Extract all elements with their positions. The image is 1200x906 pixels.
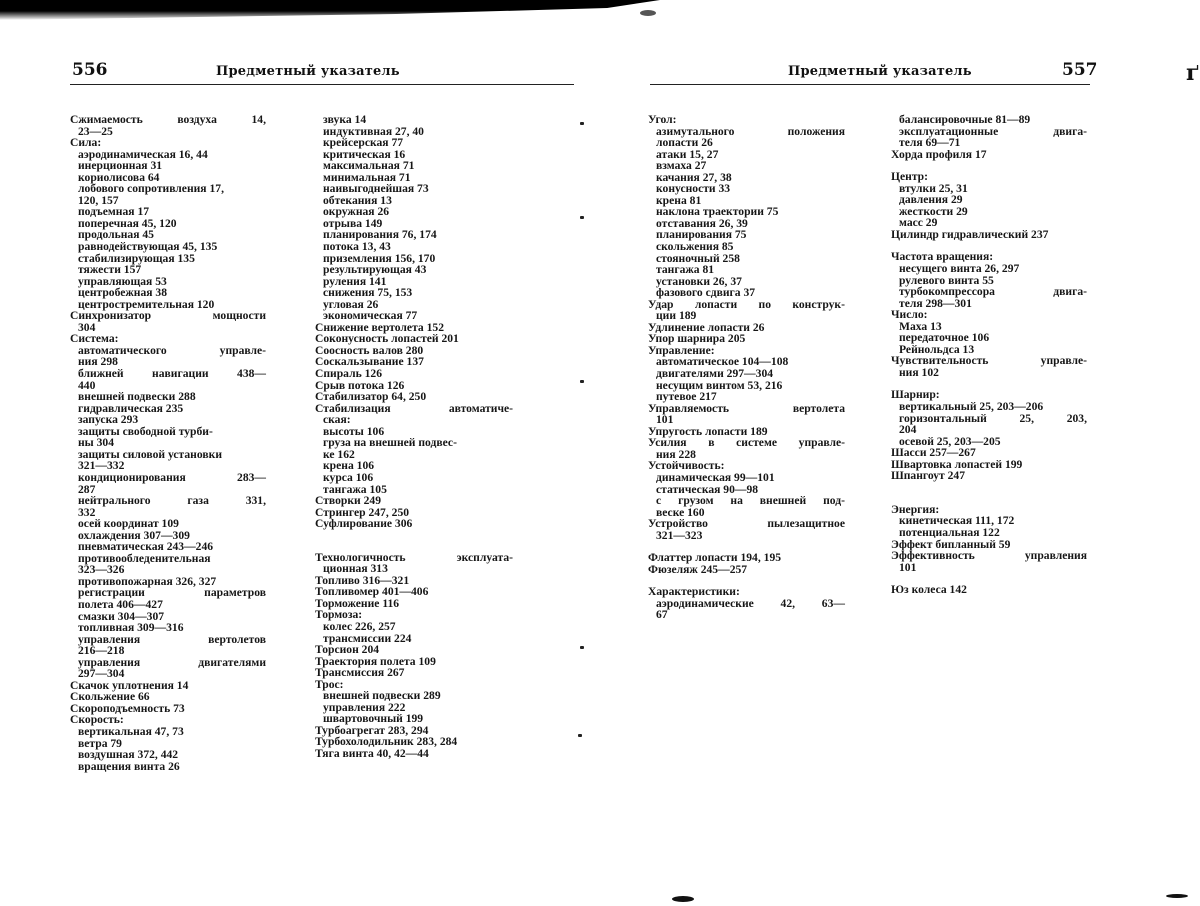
entry-word: на xyxy=(730,494,743,508)
index-subentry: снижения 75, 153 xyxy=(323,286,413,300)
fold-mark xyxy=(580,122,584,125)
index-entry: Юз колеса 142 xyxy=(891,583,967,597)
index-column-1 xyxy=(648,114,845,621)
index-subentry: ционная 313 xyxy=(323,562,388,576)
entry-spacer xyxy=(891,482,1087,493)
index-subentry: внешней подвески 289 xyxy=(323,689,441,703)
index-subentry: отрыва 149 xyxy=(323,216,383,230)
index-subentry: 23—25 xyxy=(78,124,113,138)
entry-word: аэродинамические xyxy=(656,596,754,610)
index-subentry: 332 xyxy=(78,505,96,519)
index-subentry: планирования 76, 174 xyxy=(323,228,437,242)
index-subentry: наивыгоднейшая 73 xyxy=(323,182,429,196)
index-subentry: путевое 217 xyxy=(656,390,717,404)
entry-word: пылезащитное xyxy=(767,517,845,531)
entry-word: эксплуатационные xyxy=(899,124,999,138)
index-entry: Скачок уплотнения 14 xyxy=(70,678,189,692)
index-subentry: управления 222 xyxy=(323,700,406,714)
entry-word: двига- xyxy=(1053,124,1087,138)
index-subentry: угловая 26 xyxy=(323,297,379,311)
entry-word: с xyxy=(656,494,662,508)
index-subentry: вертикальный 25, 203—206 xyxy=(899,400,1044,414)
index-subentry: пневматическая 243—246 xyxy=(78,540,214,554)
index-entry: Соконусность лопастей 201 xyxy=(315,332,459,346)
index-subentry: максимальная 71 xyxy=(323,159,415,173)
index-subentry: топливная 309—316 xyxy=(78,621,184,635)
entry-word: параметров xyxy=(204,586,266,600)
index-entry: Швартовка лопастей 199 xyxy=(891,457,1023,471)
index-subentry: ции 189 xyxy=(656,309,697,323)
index-entry: Упругость лопасти 189 xyxy=(648,424,768,438)
entry-word: 63— xyxy=(821,596,845,610)
entry-word: Синхронизатор xyxy=(70,309,152,323)
index-subentry: аэродинамическая 16, 44 xyxy=(78,147,208,161)
page-edge-mark: ґ xyxy=(1186,60,1200,86)
index-subentry: наклона траектории 75 xyxy=(656,205,779,219)
index-entry: Удлинение лопасти 26 xyxy=(648,320,765,334)
entry-word: Устройство xyxy=(648,517,708,531)
entry-word: Усилия xyxy=(648,436,687,450)
entry-word: 203, xyxy=(1066,411,1087,425)
index-entry: Трансмиссия 267 xyxy=(315,666,405,680)
entry-word: положения xyxy=(787,124,845,138)
index-subentry: ны 304 xyxy=(78,436,115,450)
entry-word: турбокомпрессора xyxy=(899,285,995,299)
index-subentry: 67 xyxy=(656,608,668,622)
index-subentry: экономическая 77 xyxy=(323,309,418,323)
index-entry: Характеристики: xyxy=(648,585,740,599)
index-subentry: взмаха 27 xyxy=(656,159,707,173)
index-subentry: осей координат 109 xyxy=(78,517,179,531)
fold-mark xyxy=(580,646,584,649)
index-subentry: атаки 15, 27 xyxy=(656,147,719,161)
entry-word: азимутального xyxy=(656,124,735,138)
running-head: Предметный указатель xyxy=(788,64,972,79)
entry-word: 438— xyxy=(237,367,266,381)
index-entry: Стабилизатор 64, 250 xyxy=(315,390,427,404)
index-subentry: конусности 33 xyxy=(656,182,731,196)
index-entry: Шпангоут 247 xyxy=(891,469,966,483)
index-subentry: продольная 45 xyxy=(78,228,154,242)
header-rule xyxy=(70,84,574,85)
index-entry: Частота вращения: xyxy=(891,250,994,264)
entry-word: 14, xyxy=(251,113,266,126)
entry-word: Технологичность xyxy=(315,550,406,564)
entry-word: эксплуата- xyxy=(456,550,513,564)
index-subentry: охлаждения 307—309 xyxy=(78,528,190,542)
index-subentry: критическая 16 xyxy=(323,147,406,161)
index-subentry: лобового сопротивления 17, xyxy=(78,182,224,196)
entry-word: конструк- xyxy=(792,297,845,311)
index-subentry: инерционная 31 xyxy=(78,159,163,173)
index-entry: Скольжение 66 xyxy=(70,690,150,704)
index-entry: Турбоагрегат 283, 294 xyxy=(315,723,429,737)
index-subentry: 120, 157 xyxy=(78,193,119,207)
entry-word: лопасти xyxy=(694,297,738,311)
index-subentry xyxy=(70,495,266,507)
index-subentry: скольжения 85 xyxy=(656,240,734,254)
index-subentry: стабилизирующая 135 xyxy=(78,251,195,265)
index-subentry xyxy=(648,495,845,507)
index-subentry: управляющая 53 xyxy=(78,274,167,288)
index-subentry: крейсерская 77 xyxy=(323,136,404,150)
index-subentry: 287 xyxy=(78,482,96,496)
index-entry: Цилиндр гидравлический 237 xyxy=(891,227,1049,241)
index-subentry: результирующая 43 xyxy=(323,263,427,277)
index-entry: Торможение 116 xyxy=(315,596,400,610)
entry-word: управле- xyxy=(798,436,845,450)
index-subentry: давления 29 xyxy=(899,193,963,207)
index-entry: Срыв потока 126 xyxy=(315,378,405,392)
index-entry: Управление: xyxy=(648,343,715,357)
entry-word: Управляемость xyxy=(648,401,730,415)
index-subentry: подъемная 17 xyxy=(78,205,150,219)
index-subentry: вертикальная 47, 73 xyxy=(78,724,184,738)
index-subentry: звука 14 xyxy=(323,113,367,126)
index-subentry: 304 xyxy=(78,320,96,334)
fold-mark xyxy=(580,380,584,383)
index-entry: Турбохолодильник 283, 284 xyxy=(315,735,458,749)
index-entry: Спираль 126 xyxy=(315,367,383,381)
index-subentry: 101 xyxy=(899,560,917,574)
entry-word: Стабилизация xyxy=(315,401,391,415)
index-subentry xyxy=(70,472,266,484)
index-subentry: внешней подвески 288 xyxy=(78,390,196,404)
index-subentry: масс 29 xyxy=(899,216,938,230)
index-subentry xyxy=(891,286,1087,298)
index-subentry: тяжести 157 xyxy=(78,263,142,277)
entry-word: Удар xyxy=(648,297,674,311)
index-subentry: статическая 90—98 xyxy=(656,482,759,496)
entry-word: нейтрального xyxy=(78,494,151,508)
index-subentry: высоты 106 xyxy=(323,424,385,438)
index-entry: Угол: xyxy=(648,113,677,126)
index-subentry: передаточное 106 xyxy=(899,331,990,345)
index-subentry: кориолисова 64 xyxy=(78,170,160,184)
index-subentry: запуска 293 xyxy=(78,413,139,427)
entry-word: под- xyxy=(823,494,845,508)
index-subentry: противообледенительная xyxy=(78,551,211,565)
page-number: 557 xyxy=(1062,60,1098,80)
index-entry: Скорость: xyxy=(70,713,124,727)
entry-word: кондиционирования xyxy=(78,470,186,484)
index-subentry: крена 106 xyxy=(323,459,375,473)
entry-word: автоматиче- xyxy=(448,401,513,415)
index-entry: Шасси 257—267 xyxy=(891,446,976,460)
index-entry: Упор шарнира 205 xyxy=(648,332,746,346)
index-entry xyxy=(891,550,1087,562)
entry-word: вертолетов xyxy=(208,632,266,646)
entry-word: Эффективность xyxy=(891,549,975,563)
index-subentry: воздушная 372, 442 xyxy=(78,748,179,762)
index-subentry xyxy=(70,368,266,380)
index-subentry: гидравлическая 235 xyxy=(78,401,184,415)
index-subentry: индуктивная 27, 40 xyxy=(323,124,424,138)
entry-word: управле- xyxy=(219,343,266,357)
entry-word: 25, xyxy=(1019,411,1034,425)
index-subentry: противопожарная 326, 327 xyxy=(78,574,217,588)
index-column-2 xyxy=(891,114,1087,596)
index-subentry: колес 226, 257 xyxy=(323,619,396,633)
entry-word: Сжимаемость xyxy=(70,113,143,126)
index-subentry: кинетическая 111, 172 xyxy=(899,514,1015,528)
index-subentry xyxy=(648,598,845,610)
entry-spacer xyxy=(315,530,513,541)
fold-mark xyxy=(580,216,584,219)
entry-word: управления xyxy=(78,632,141,646)
index-subentry: равнодействующая 45, 135 xyxy=(78,240,218,254)
index-subentry: Маха 13 xyxy=(899,319,942,333)
index-subentry: ская: xyxy=(323,413,351,427)
entry-word: воздуха xyxy=(177,113,217,126)
index-entry: Хорда профиля 17 xyxy=(891,147,987,161)
page-number: 556 xyxy=(72,60,108,80)
index-entry: Центр: xyxy=(891,170,928,184)
index-entry: Шарнир: xyxy=(891,388,940,402)
entry-word: ближней xyxy=(78,367,124,381)
index-subentry: балансировочные 81—89 xyxy=(899,113,1031,126)
index-subentry: 297—304 xyxy=(78,667,125,681)
index-subentry: крена 81 xyxy=(656,193,702,207)
index-entry: Тяга винта 40, 42—44 xyxy=(315,746,429,760)
index-subentry: груза на внешней подвес- xyxy=(323,436,457,450)
entry-word: в xyxy=(708,436,715,450)
index-subentry: жесткости 29 xyxy=(899,204,968,218)
index-subentry: трансмиссии 224 xyxy=(323,631,412,645)
right-page xyxy=(600,0,1200,906)
index-subentry: 321—323 xyxy=(656,528,703,542)
entry-word: горизонтальный xyxy=(899,411,987,425)
index-entry xyxy=(70,114,266,126)
index-subentry: стояночный 258 xyxy=(656,251,740,265)
entry-word: управле- xyxy=(1040,354,1087,368)
index-subentry: отставания 26, 39 xyxy=(656,216,748,230)
index-entry: Энергия: xyxy=(891,502,940,516)
entry-word: вертолета xyxy=(792,401,845,415)
index-subentry: несущим винтом 53, 216 xyxy=(656,378,783,392)
entry-word: управления xyxy=(1024,549,1087,563)
index-entry: Снижение вертолета 152 xyxy=(315,320,444,334)
index-entry: Суфлирование 306 xyxy=(315,517,413,531)
index-subentry xyxy=(891,413,1087,425)
index-entry xyxy=(70,310,266,322)
index-subentry: планирования 75 xyxy=(656,228,747,242)
index-subentry: защиты силовой установки xyxy=(78,447,222,461)
index-entry: Число: xyxy=(891,308,928,322)
running-head: Предметный указатель xyxy=(216,64,400,79)
entry-word: системе xyxy=(736,436,777,450)
index-subentry: центробежная 38 xyxy=(78,286,168,300)
index-subentry: смазки 304—307 xyxy=(78,609,165,623)
index-subentry: швартовочный 199 xyxy=(323,712,424,726)
index-subentry: Рейнольдса 13 xyxy=(899,342,975,356)
index-entry: Соосность валов 280 xyxy=(315,343,424,357)
index-entry: Топливомер 401—406 xyxy=(315,585,429,599)
index-subentry: автоматическое 104—108 xyxy=(656,355,789,369)
index-entry xyxy=(648,403,845,415)
index-subentry: веске 160 xyxy=(656,505,705,519)
entry-word: навигации xyxy=(152,367,209,381)
index-subentry: поперечная 45, 120 xyxy=(78,216,177,230)
index-subentry: теля 69—71 xyxy=(899,136,961,150)
index-subentry: руления 141 xyxy=(323,274,387,288)
entry-word: мощности xyxy=(212,309,266,323)
index-subentry: ния 228 xyxy=(656,447,696,461)
index-entry: Скороподъемность 73 xyxy=(70,701,185,715)
index-entry: Стрингер 247, 250 xyxy=(315,505,410,519)
index-subentry: ке 162 xyxy=(323,447,355,461)
entry-word: 42, xyxy=(780,596,796,610)
index-subentry: несущего винта 26, 297 xyxy=(899,262,1020,276)
index-subentry: вращения винта 26 xyxy=(78,759,180,773)
index-entry: Сила: xyxy=(70,136,102,150)
index-subentry: тангажа 105 xyxy=(323,482,387,496)
index-column-1 xyxy=(70,114,266,772)
index-subentry: установки 26, 37 xyxy=(656,274,742,288)
index-subentry: 204 xyxy=(899,423,917,437)
entry-word: внешней xyxy=(759,494,807,508)
index-subentry: лопасти 26 xyxy=(656,136,713,150)
index-subentry: 440 xyxy=(78,378,96,392)
index-subentry: рулевого винта 55 xyxy=(899,273,994,287)
index-subentry: ния 298 xyxy=(78,355,118,369)
entry-word: двигателями xyxy=(198,655,266,669)
index-entry: Соскальзывание 137 xyxy=(315,355,424,369)
index-entry: Эффект бипланный 59 xyxy=(891,537,1011,551)
index-subentry: центростремительная 120 xyxy=(78,297,215,311)
index-subentry: курса 106 xyxy=(323,470,374,484)
index-entry: Топливо 316—321 xyxy=(315,573,410,587)
index-subentry: тангажа 81 xyxy=(656,263,715,277)
index-subentry: защиты свободной турби- xyxy=(78,424,213,438)
index-entry: Тормоза: xyxy=(315,608,363,622)
index-subentry: втулки 25, 31 xyxy=(899,181,968,195)
index-subentry: фазового сдвига 37 xyxy=(656,286,756,300)
index-subentry: ния 102 xyxy=(899,365,939,379)
index-subentry: приземления 156, 170 xyxy=(323,251,436,265)
index-subentry: минимальная 71 xyxy=(323,170,411,184)
index-subentry: 323—326 xyxy=(78,563,125,577)
entry-word: управления xyxy=(78,655,141,669)
index-subentry: качания 27, 38 xyxy=(656,170,732,184)
index-subentry: динамическая 99—101 xyxy=(656,470,775,484)
index-entry: Траектория полета 109 xyxy=(315,654,436,668)
entry-word: 283— xyxy=(237,470,266,484)
index-subentry: обтекания 13 xyxy=(323,193,392,207)
index-subentry: окружная 26 xyxy=(323,205,390,219)
index-entry: Флаттер лопасти 194, 195 xyxy=(648,551,782,565)
entry-word: грузом xyxy=(678,494,714,508)
index-subentry: осевой 25, 203—205 xyxy=(899,434,1001,448)
index-entry: Система: xyxy=(70,332,119,346)
entry-word: 331, xyxy=(245,494,266,508)
entry-word: автоматического xyxy=(78,343,167,357)
index-subentry: 101 xyxy=(656,413,674,427)
index-entry: Устойчивость: xyxy=(648,459,725,473)
index-subentry: ветра 79 xyxy=(78,736,122,750)
index-subentry: полета 406—427 xyxy=(78,597,163,611)
index-column-2 xyxy=(315,114,513,760)
index-entry: Торсион 204 xyxy=(315,643,380,657)
entry-word: Чувствительность xyxy=(891,354,989,368)
entry-word: двига- xyxy=(1053,285,1087,299)
index-entry: Трос: xyxy=(315,677,344,691)
index-subentry: теля 298—301 xyxy=(899,296,972,310)
index-subentry: потенциальная 122 xyxy=(899,525,1000,539)
index-entry: Фюзеляж 245—257 xyxy=(648,562,748,576)
entry-word: регистрации xyxy=(78,586,145,600)
header-rule xyxy=(650,84,1090,85)
fold-mark xyxy=(578,734,582,737)
entry-word: по xyxy=(758,297,771,311)
index-subentry: 321—332 xyxy=(78,459,125,473)
index-subentry: 216—218 xyxy=(78,644,125,658)
index-entry xyxy=(648,518,845,530)
index-subentry: двигателями 297—304 xyxy=(656,367,774,381)
index-subentry: потока 13, 43 xyxy=(323,240,391,254)
index-entry: Створки 249 xyxy=(315,494,381,508)
entry-word: газа xyxy=(187,494,209,508)
